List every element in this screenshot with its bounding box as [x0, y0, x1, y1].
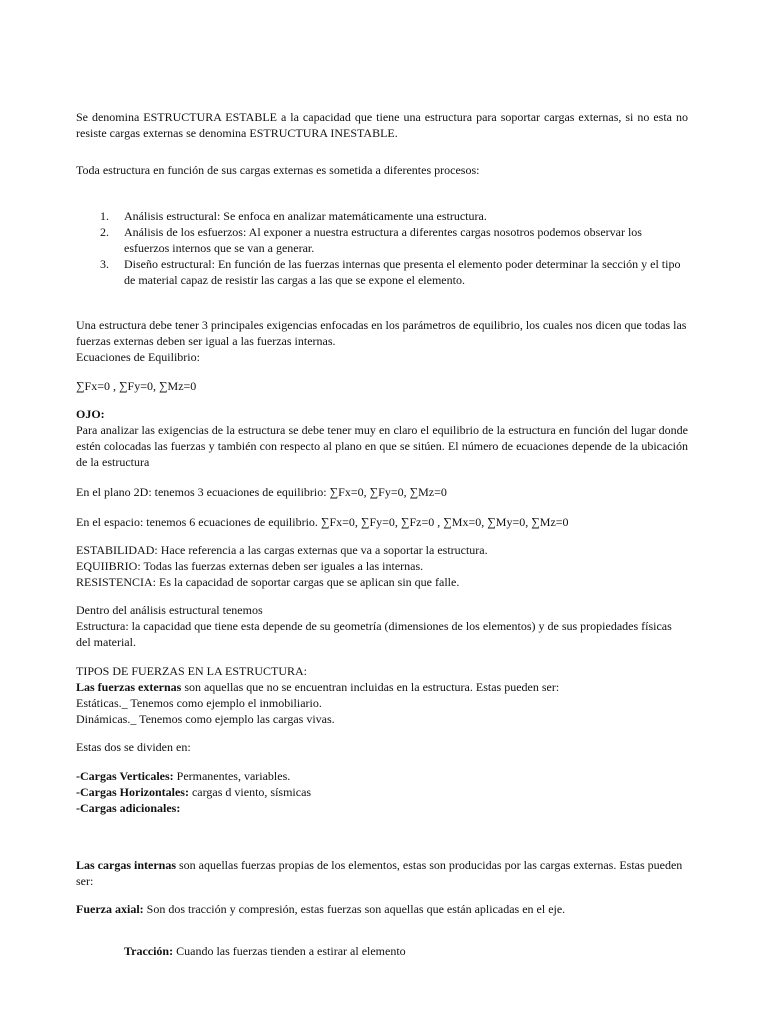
equilibrium-equations: ∑Fx=0 , ∑Fy=0, ∑Mz=0: [76, 379, 197, 393]
document-page: [76, 109, 688, 959]
horizontal-loads-text: cargas d viento, sísmicas: [188, 785, 312, 799]
internal-loads-paragraph: [76, 857, 688, 889]
static-forces-line: Estáticas._ Tenemos como ejemplo el inmobiliario.: [76, 696, 322, 710]
intro-paragraph: Se denomina ESTRUCTURA ESTABLE a la capacidad que tiene una estructura para soportar cargas externas, si no esta no resiste cargas externas se denomina ESTRUCTURA INESTABLE.: [76, 110, 688, 140]
forces-heading: TIPOS DE FUERZAS EN LA ESTRUCTURA:: [76, 664, 308, 678]
list-item: [76, 208, 688, 224]
list-text: Análisis estructural: Se enfoca en analizar matemáticamente una estructura.: [124, 209, 487, 223]
traction-line: [76, 943, 688, 959]
ojo-label: OJO:: [76, 407, 105, 421]
stability-definition: ESTABILIDAD: Hace referencia a las cargas externas que va a soportar la estructura.: [76, 543, 488, 557]
equilibrium-heading: Ecuaciones de Equilibrio:: [76, 350, 200, 364]
internal-loads-term: Las cargas internas: [76, 858, 176, 872]
analysis-line: Dentro del análisis estructural tenemos: [76, 603, 263, 617]
equilibrium-definition: EQUIIBRIO: Todas las fuerzas externas deben ser iguales a las internas.: [76, 559, 424, 573]
internal-loads-text: son aquellas fuerzas propias de los elementos, estas son producidas por las cargas externas. Estas pueden ser:: [76, 858, 683, 888]
plane-equations: En el plano 2D: tenemos 3 ecuaciones de equilibrio: ∑Fx=0, ∑Fy=0, ∑Mz=0: [76, 485, 447, 499]
horizontal-loads-term: -Cargas Horizontales:: [76, 785, 189, 799]
vertical-loads-text: Permanentes, variables.: [173, 769, 291, 783]
list-number: 1.: [100, 209, 109, 223]
additional-loads-line: -Cargas adicionales:: [76, 801, 181, 815]
traction-term: Tracción:: [124, 944, 174, 958]
space-equations: En el espacio: tenemos 6 ecuaciones de equilibrio. ∑Fx=0, ∑Fy=0, ∑Fz=0 , ∑Mx=0, ∑My=0, ∑Mz=0: [76, 515, 569, 529]
intro-processes-line: Toda estructura en función de sus cargas externas es sometida a diferentes procesos:: [76, 163, 480, 177]
list-number: 2.: [100, 225, 109, 239]
list-text: Diseño estructural: En función de las fuerzas internas que presenta el elemento poder determinar la sección y el tipo de material capaz de resistir las cargas a las que se expone el elemento.: [124, 257, 681, 287]
axial-force-term: Fuerza axial:: [76, 902, 144, 916]
external-forces-line: [76, 679, 688, 695]
traction-text: Cuando las fuerzas tienden a estirar al elemento: [173, 944, 406, 958]
ojo-paragraph: Para analizar las exigencias de la estructura se debe tener muy en claro el equilibrio de la estructura en función del lugar donde estén colocadas las fuerzas y también con respecto al plano en que se sitúen. El número de ecuaciones depende de la ubicación de la estructura: [76, 423, 688, 469]
dynamic-forces-line: Dinámicas._ Tenemos como ejemplo las cargas vivas.: [76, 712, 335, 726]
list-item: [76, 224, 688, 256]
axial-force-line: [76, 901, 688, 917]
horizontal-loads-line: [76, 784, 688, 800]
external-forces-term: Las fuerzas externas: [76, 680, 182, 694]
structure-definition: Estructura: la capacidad que tiene esta depende de su geometría (dimensiones de los elementos) y de sus propiedades físicas del material.: [76, 619, 672, 649]
list-text: Análisis de los esfuerzos: Al exponer a nuestra estructura a diferentes cargas nosotros podemos observar los esfuerzos internos que se van a generar.: [124, 225, 642, 255]
list-number: 3.: [100, 257, 109, 271]
divide-line: Estas dos se dividen en:: [76, 740, 191, 754]
equilibrium-paragraph: Una estructura debe tener 3 principales exigencias enfocadas en los parámetros de equilibrio, los cuales nos dicen que todas las fuerzas externas deben ser igual a las fuerzas internas.: [76, 318, 687, 348]
axial-force-text: Son dos tracción y compresión, estas fuerzas son aquellas que están aplicadas en el eje.: [143, 902, 566, 916]
vertical-loads-line: [76, 768, 688, 784]
processes-list: [76, 208, 688, 288]
list-item: [76, 256, 688, 288]
resistance-definition: RESISTENCIA: Es la capacidad de soportar cargas que se aplican sin que falle.: [76, 575, 460, 589]
vertical-loads-term: -Cargas Verticales:: [76, 769, 174, 783]
external-forces-text: son aquellas que no se encuentran incluidas en la estructura. Estas pueden ser:: [181, 680, 560, 694]
